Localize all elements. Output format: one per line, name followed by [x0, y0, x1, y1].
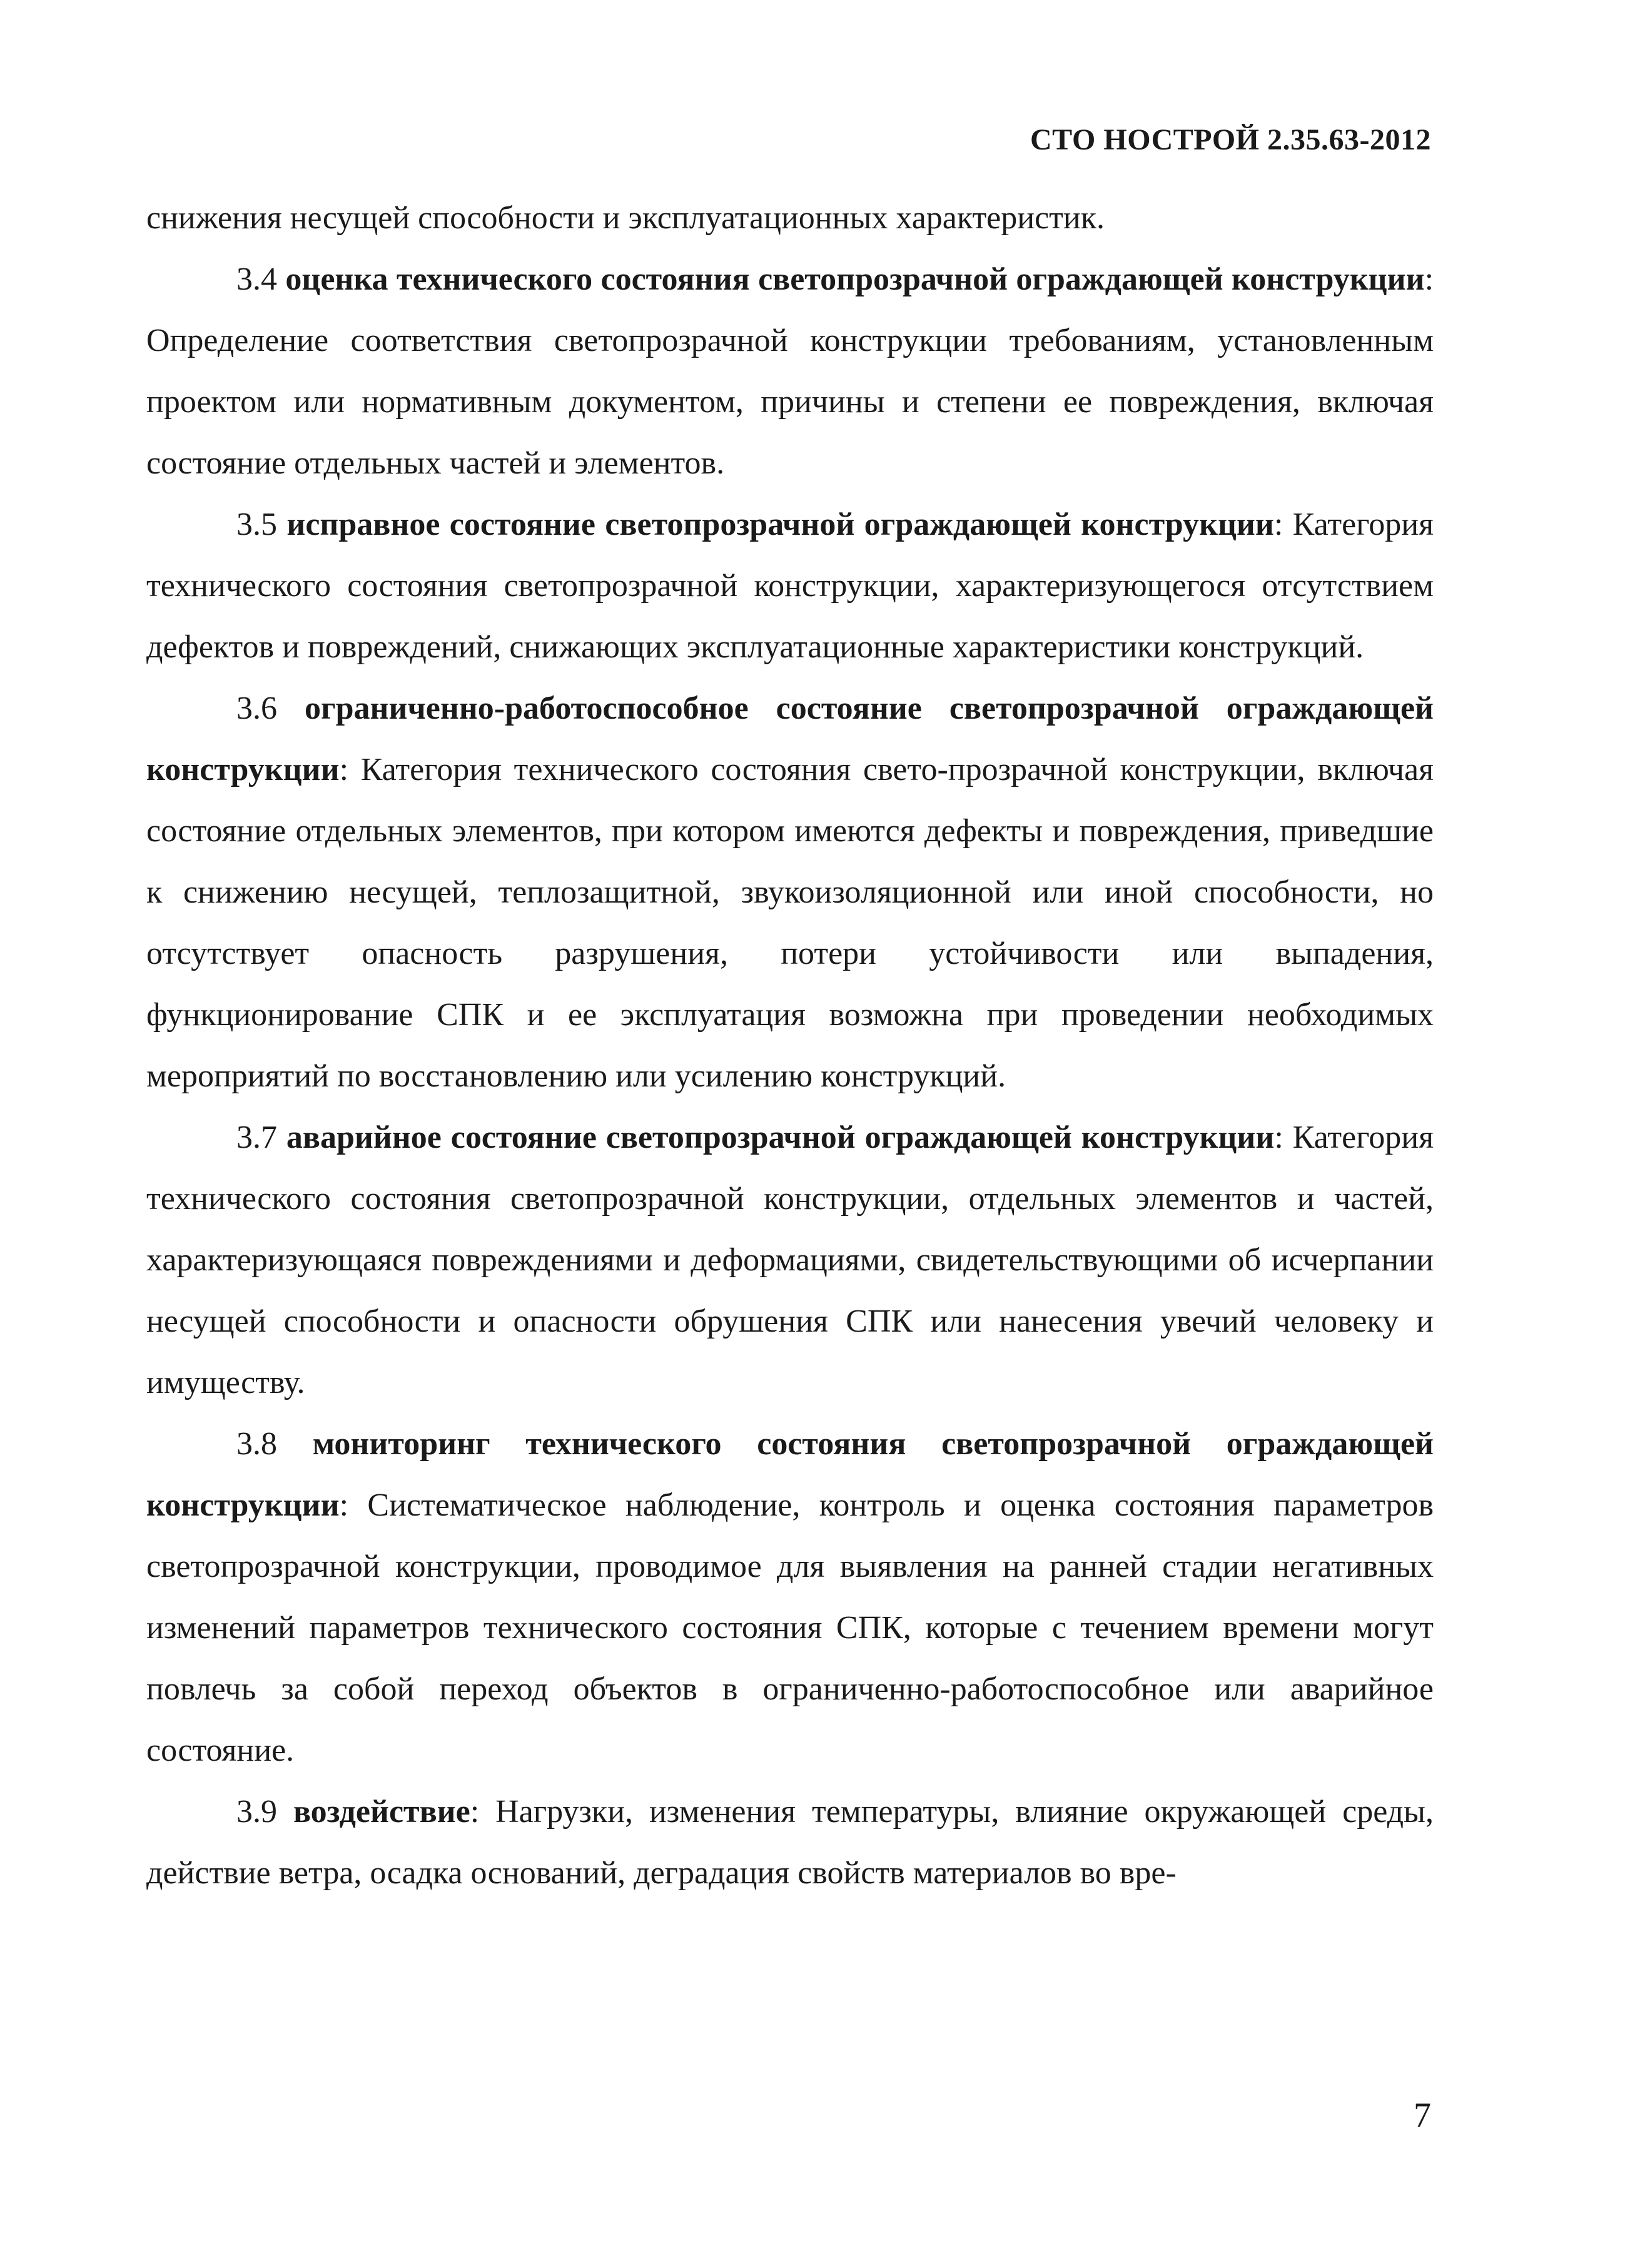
term-separator: :: [339, 1487, 368, 1523]
term-3-7: [146, 1107, 1434, 1414]
term-number: 3.6: [236, 691, 277, 726]
term-definition: Категория технического состояния светопрозрачной конструкции, отдельных элементов и частей, характеризующаяся повреждениями и деформациями, свидетельствующими об исчерпании несущей способности и опасности обрушения СПК или нанесения увечий человеку и имуществу.: [146, 1120, 1434, 1400]
term-number: 3.9: [236, 1794, 277, 1830]
term-title: оценка технического состояния светопрозрачной ограждающей конструкции: [285, 261, 1425, 297]
term-separator: :: [1424, 261, 1434, 297]
term-separator: :: [339, 752, 361, 787]
term-separator: :: [1273, 507, 1293, 542]
continuation-paragraph: снижения несущей способности и эксплуатационных характеристик.: [146, 200, 1105, 236]
term-definition: Систематическое наблюдение, контроль и оценка состояния параметров светопрозрачной конструкции, проводимое для выявления на ранней стадии негативных изменений параметров технического состояния СПК, которые с течением времени могут повлечь за собой переход объектов в ограниченно-работоспособное или аварийное состояние.: [146, 1487, 1434, 1768]
term-number: 3.7: [236, 1120, 277, 1155]
standard-code-header: СТО НОСТРОЙ 2.35.63-2012: [1030, 123, 1431, 156]
term-title: воздействие: [293, 1794, 470, 1830]
term-3-4: [146, 249, 1434, 494]
term-title: ограниченно-работоспособное состояние светопрозрачной ограждающей конструкции: [146, 691, 1434, 787]
document-body: [146, 188, 1434, 1904]
term-number: 3.4: [236, 261, 277, 297]
term-3-5: [146, 494, 1434, 678]
term-separator: :: [470, 1794, 496, 1830]
term-definition: Категория технического состояния светопрозрачной конструкции, характеризующегося отсутствием дефектов и повреждений, снижающих эксплуатационные характеристики конструкций.: [146, 507, 1434, 665]
term-title: мониторинг технического состояния светопрозрачной ограждающей конструкции: [146, 1426, 1434, 1523]
term-separator: :: [1274, 1120, 1293, 1155]
term-3-8: [146, 1414, 1434, 1781]
term-title: исправное состояние светопрозрачной ограждающей конструкции: [286, 507, 1274, 542]
term-definition: Определение соответствия светопрозрачной конструкции требованиям, установленным проектом или нормативным документом, причины и степени ее повреждения, включая состояние отдельных частей и элементов.: [146, 323, 1434, 481]
term-number: 3.8: [236, 1426, 277, 1462]
term-3-6: [146, 678, 1434, 1107]
term-definition: Категория технического состояния свето-прозрачной конструкции, включая состояние отдельных элементов, при котором имеются дефекты и повреждения, приведшие к снижению несущей, теплозащитной, звукоизоляционной или иной способности, но отсутствует опасность разрушения, потери устойчивости или выпадения, функционирование СПК и ее эксплуатация возможна при проведении необходимых мероприятий по восстановлению или усилению конструкций.: [146, 752, 1434, 1094]
term-definition: Нагрузки, изменения температуры, влияние окружающей среды, действие ветра, осадка оснований, деградация свойств материалов во вре-: [146, 1794, 1434, 1891]
term-3-9: [146, 1781, 1434, 1904]
page-number: 7: [1414, 2096, 1431, 2135]
term-number: 3.5: [236, 507, 277, 542]
term-title: аварийное состояние светопрозрачной ограждающей конструкции: [286, 1120, 1275, 1155]
